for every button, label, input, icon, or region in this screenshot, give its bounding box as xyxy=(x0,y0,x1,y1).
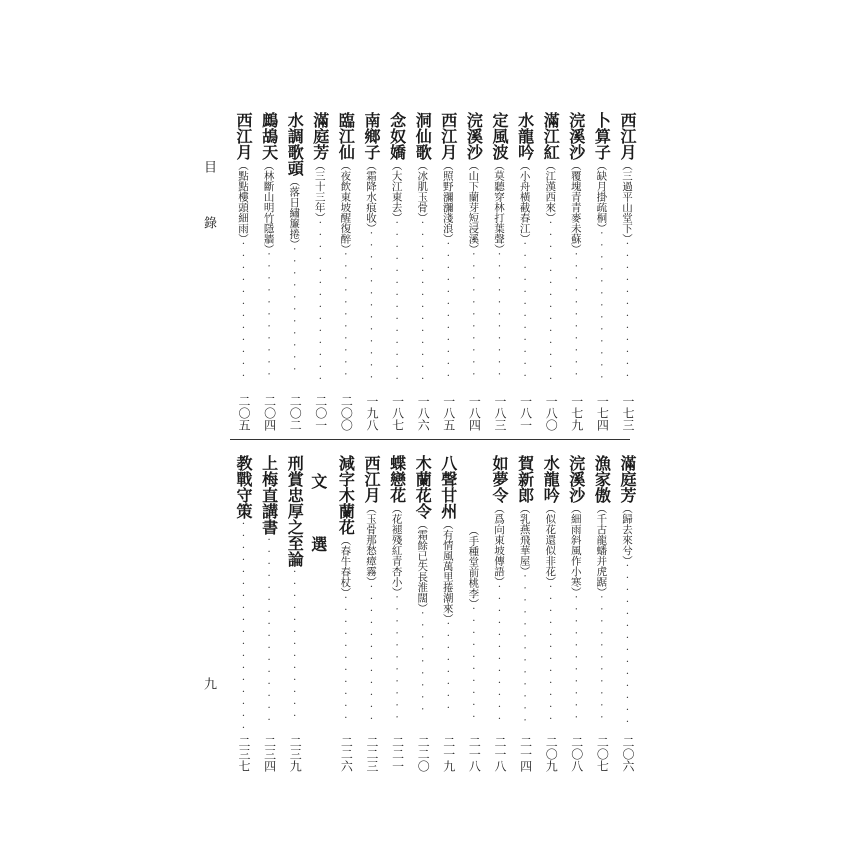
entry-title: 浣溪沙 xyxy=(566,455,586,503)
leader-dots: ············· xyxy=(596,228,608,385)
toc-entry[interactable] xyxy=(437,112,459,431)
entry-subtitle: （落日繡簾捲） xyxy=(288,176,301,245)
entry-title: 教戰守策 xyxy=(234,455,253,519)
leader-dots: ··········· xyxy=(340,592,352,725)
entry-page-number: 一八五 xyxy=(441,395,456,431)
entry-title: 定風波 xyxy=(490,112,509,160)
entry-subtitle: （大江東去） xyxy=(390,160,403,218)
leader-dots: ·················· xyxy=(238,519,249,735)
entry-page-number: 二〇八 xyxy=(569,736,584,772)
entry-title: 洞仙歌 xyxy=(413,112,433,160)
leader-dots: ·············· xyxy=(391,217,403,386)
toc-entry[interactable] xyxy=(437,455,459,772)
leader-dots: ············ xyxy=(442,238,454,383)
leader-dots: ··········· xyxy=(340,249,352,382)
entry-subtitle: （三十三年） xyxy=(313,160,326,218)
toc-entry-text xyxy=(565,112,587,381)
entry-page-number: 二一八 xyxy=(493,736,507,772)
toc-entry[interactable] xyxy=(565,112,587,431)
entry-title: 水龍吟 xyxy=(515,112,535,160)
entry-title: 西江月 xyxy=(618,112,637,160)
entry-title: 臨江仙 xyxy=(336,112,356,160)
entry-page-number: 二一八 xyxy=(467,736,482,772)
toc-entry[interactable] xyxy=(462,455,484,772)
entry-page-number: 二三九 xyxy=(288,736,303,772)
entry-page-number: 二〇六 xyxy=(621,736,635,772)
entry-subtitle: （冰肌玉骨） xyxy=(416,160,429,218)
entry-subtitle: （三過平山堂下） xyxy=(621,160,633,239)
entry-title: 浣溪沙 xyxy=(464,112,484,160)
toc-entry-text xyxy=(488,455,510,726)
entry-page-number: 一八七 xyxy=(390,395,405,431)
toc-entry[interactable] xyxy=(411,112,433,431)
leader-dots: ············ xyxy=(622,238,633,383)
toc-entry[interactable] xyxy=(309,112,331,431)
entry-page-number: 一七三 xyxy=(621,395,635,431)
toc-entry-text xyxy=(488,112,510,381)
toc-entry-text xyxy=(437,455,459,715)
toc-entry-text xyxy=(334,455,356,725)
toc-entry-text xyxy=(386,455,408,724)
toc-entry[interactable] xyxy=(590,112,612,431)
toc-entry-text xyxy=(437,112,459,383)
section-heading: 文 選 xyxy=(308,473,328,566)
entry-subtitle: （林斷山明竹隱牆） xyxy=(262,160,275,250)
toc-entry[interactable] xyxy=(514,112,536,431)
toc-entry[interactable] xyxy=(360,455,382,772)
toc-entry[interactable] xyxy=(462,112,484,431)
toc-entry-text xyxy=(616,455,638,729)
leader-dots: ················ xyxy=(263,535,275,727)
entry-page-number: 一八四 xyxy=(467,395,482,431)
entry-subtitle: （千古龍蟠并虎踞） xyxy=(595,503,608,593)
toc-entry-text xyxy=(616,112,638,383)
leader-dots: ·············· xyxy=(314,217,326,386)
toc-entry-text xyxy=(232,112,254,383)
toc-entry[interactable] xyxy=(232,455,254,772)
toc-entry[interactable] xyxy=(334,112,356,431)
entry-title: 如夢令 xyxy=(490,455,509,503)
entry-subtitle: （乳燕飛華屋） xyxy=(518,503,531,572)
entry-title: 浣溪沙 xyxy=(566,112,586,160)
entry-title: 念奴嬌 xyxy=(387,112,407,160)
toc-entry-text xyxy=(411,455,433,716)
leader-dots: ········· xyxy=(417,608,429,717)
toc-entry[interactable] xyxy=(258,112,280,431)
leader-dots: ············ xyxy=(238,238,249,383)
toc-entry-text xyxy=(565,455,587,724)
entry-subtitle: （春牛春杖） xyxy=(339,535,352,593)
entry-subtitle: （霜降水痕收） xyxy=(365,160,377,229)
toc-entry-text xyxy=(334,112,356,381)
entry-subtitle: （歸去來兮） xyxy=(621,503,633,561)
leader-dots: ············ xyxy=(366,581,377,726)
leader-dots: ··········· xyxy=(289,244,301,377)
toc-entry[interactable] xyxy=(616,455,638,772)
toc-entry[interactable] xyxy=(616,112,638,431)
toc-entry[interactable] xyxy=(283,112,305,431)
entry-page-number: 一八三 xyxy=(493,395,507,431)
entry-subtitle: （江漢西來） xyxy=(544,160,557,218)
entry-page-number: 二〇七 xyxy=(595,736,610,772)
entry-page-number: 二〇〇 xyxy=(339,395,354,431)
toc-entry-text xyxy=(283,112,305,376)
entry-subtitle: （細雨斜風作小寒） xyxy=(569,503,582,593)
leader-dots: ··········· xyxy=(391,592,403,725)
entry-subtitle: （覆塊青青麥未蘇） xyxy=(569,160,582,250)
toc-entry[interactable] xyxy=(590,455,612,772)
entry-page-number: 二〇五 xyxy=(237,395,251,431)
entry-title: 南鄉子 xyxy=(362,112,381,160)
leader-dots: ············ xyxy=(494,581,505,726)
entry-page-number: 一九八 xyxy=(365,395,379,431)
toc-entry-text xyxy=(360,112,382,384)
toc-entry-text xyxy=(462,525,484,724)
entry-title: 水調歌頭 xyxy=(285,112,305,176)
toc-entry[interactable] xyxy=(283,455,305,772)
running-title: 目 錄 xyxy=(201,160,216,243)
entry-subtitle: （照野瀰瀰淺浪） xyxy=(441,160,454,239)
toc-entry[interactable] xyxy=(386,455,408,772)
entry-page-number: 二三四 xyxy=(262,736,277,772)
entry-page-number: 二二一 xyxy=(390,736,405,772)
entry-title: 蝶戀花 xyxy=(387,455,407,503)
leader-dots: ··········· xyxy=(570,592,582,725)
entry-page-number: 二〇一 xyxy=(313,395,328,431)
page-number: 九 xyxy=(201,677,216,690)
leader-dots: ············· xyxy=(519,571,531,728)
entry-title: 滿江紅 xyxy=(541,112,561,160)
section-divider xyxy=(230,439,630,440)
toc-entry-text xyxy=(539,455,561,726)
entry-page-number: 二二〇 xyxy=(416,736,431,772)
leader-dots: ··········· xyxy=(263,249,275,382)
toc-entry-text xyxy=(514,455,536,727)
leader-dots: ········ xyxy=(442,618,454,715)
entry-subtitle: （小舟橫截春江） xyxy=(518,160,531,239)
leader-dots: ·············· xyxy=(545,217,557,386)
leader-dots: ··········· xyxy=(494,249,505,382)
entry-title: 鷓鴣天 xyxy=(259,112,279,160)
toc-entry-text xyxy=(590,112,612,384)
entry-subtitle: （缺月掛疏桐） xyxy=(595,160,608,229)
entry-subtitle: （似花還似非花） xyxy=(544,503,557,582)
entry-subtitle: （莫聽穿林打葉聲） xyxy=(493,160,505,250)
leader-dots: ············· xyxy=(289,567,301,723)
entry-title: 西江月 xyxy=(438,112,458,160)
entry-page-number: 一八〇 xyxy=(544,395,559,431)
toc-entry[interactable] xyxy=(565,455,587,772)
toc-entry[interactable] xyxy=(488,112,510,431)
toc-entry[interactable] xyxy=(539,455,561,772)
toc-entry[interactable] xyxy=(488,455,510,772)
entry-subtitle: （花褪殘紅青杏小） xyxy=(390,503,403,593)
entry-title: 木蘭花令 xyxy=(413,455,433,519)
toc-entry-text xyxy=(514,112,536,383)
toc-entry-text xyxy=(309,112,331,386)
toc-entry-text xyxy=(462,112,484,381)
entry-page-number: 二〇四 xyxy=(262,395,277,431)
toc-entry-text xyxy=(539,112,561,386)
entry-title: 西江月 xyxy=(234,112,253,160)
entry-page-number: 二一四 xyxy=(518,736,533,772)
entry-subtitle: （手種堂前桃李） xyxy=(467,525,480,604)
entry-page-number: 一八六 xyxy=(416,395,431,431)
entry-title: 漁家傲 xyxy=(592,455,612,503)
toc-entry-text xyxy=(590,455,612,724)
entry-page-number: 一七四 xyxy=(595,395,610,431)
leader-dots: ·············· xyxy=(622,560,633,729)
entry-page-number: 二二三 xyxy=(365,736,379,772)
leader-dots: ·············· xyxy=(417,217,429,386)
toc-entry-text xyxy=(258,455,280,727)
entry-page-number: 二三七 xyxy=(237,736,251,772)
toc-entry[interactable] xyxy=(514,455,536,772)
entry-page-number: 一八一 xyxy=(518,395,533,431)
leader-dots: ··········· xyxy=(468,249,480,382)
leader-dots: ············ xyxy=(519,238,531,383)
entry-title: 八聲甘州 xyxy=(438,455,458,519)
entry-subtitle: （霜餘已失長淮闊） xyxy=(416,519,429,609)
toc-entry[interactable] xyxy=(539,112,561,431)
toc-entry-text xyxy=(283,455,305,723)
toc-entry-text xyxy=(232,455,254,735)
leader-dots: ··········· xyxy=(596,592,608,725)
toc-entry-text xyxy=(258,112,280,381)
entry-page-number: 二二六 xyxy=(339,736,354,772)
entry-title: 水龍吟 xyxy=(541,455,561,503)
entry-subtitle: （夜飲東坡醒復醉） xyxy=(339,160,352,250)
entry-title: 刑賞忠厚之至論 xyxy=(285,455,305,567)
entry-title: 上梅直講書 xyxy=(259,455,279,535)
toc-entry[interactable] xyxy=(360,112,382,431)
leader-dots: ··········· xyxy=(570,249,582,382)
entry-subtitle: （點點樓頭細雨） xyxy=(237,160,249,239)
leader-dots: ·········· xyxy=(468,603,480,724)
entry-subtitle: （爲向東坡傳語） xyxy=(493,503,505,582)
entry-title: 卜算子 xyxy=(592,112,612,160)
entry-page-number: 二〇二 xyxy=(288,395,303,431)
toc-entry-text xyxy=(360,455,382,726)
entry-subtitle: （有情風萬里捲潮來） xyxy=(441,519,454,619)
leader-dots: ············· xyxy=(366,228,377,385)
toc-entry[interactable] xyxy=(334,455,356,772)
entry-subtitle: （山下蘭芽短浸溪） xyxy=(467,160,480,250)
toc-entry[interactable] xyxy=(411,455,433,772)
entry-page-number: 一七九 xyxy=(569,395,584,431)
toc-entry[interactable] xyxy=(386,112,408,431)
leader-dots: ············ xyxy=(545,581,557,726)
entry-title: 減字木蘭花 xyxy=(336,455,356,535)
entry-title: 滿庭芳 xyxy=(618,455,637,503)
entry-page-number: 二一九 xyxy=(441,736,456,772)
entry-title: 賀新郎 xyxy=(515,455,535,503)
entry-page-number: 二〇九 xyxy=(544,736,559,772)
entry-title: 滿庭芳 xyxy=(310,112,330,160)
entry-subtitle: （玉骨那愁瘴霧） xyxy=(365,503,377,582)
toc-entry[interactable] xyxy=(258,455,280,772)
toc-entry-text xyxy=(386,112,408,386)
toc-entry[interactable] xyxy=(232,112,254,431)
entry-title: 西江月 xyxy=(362,455,381,503)
toc-entry-text xyxy=(411,112,433,386)
